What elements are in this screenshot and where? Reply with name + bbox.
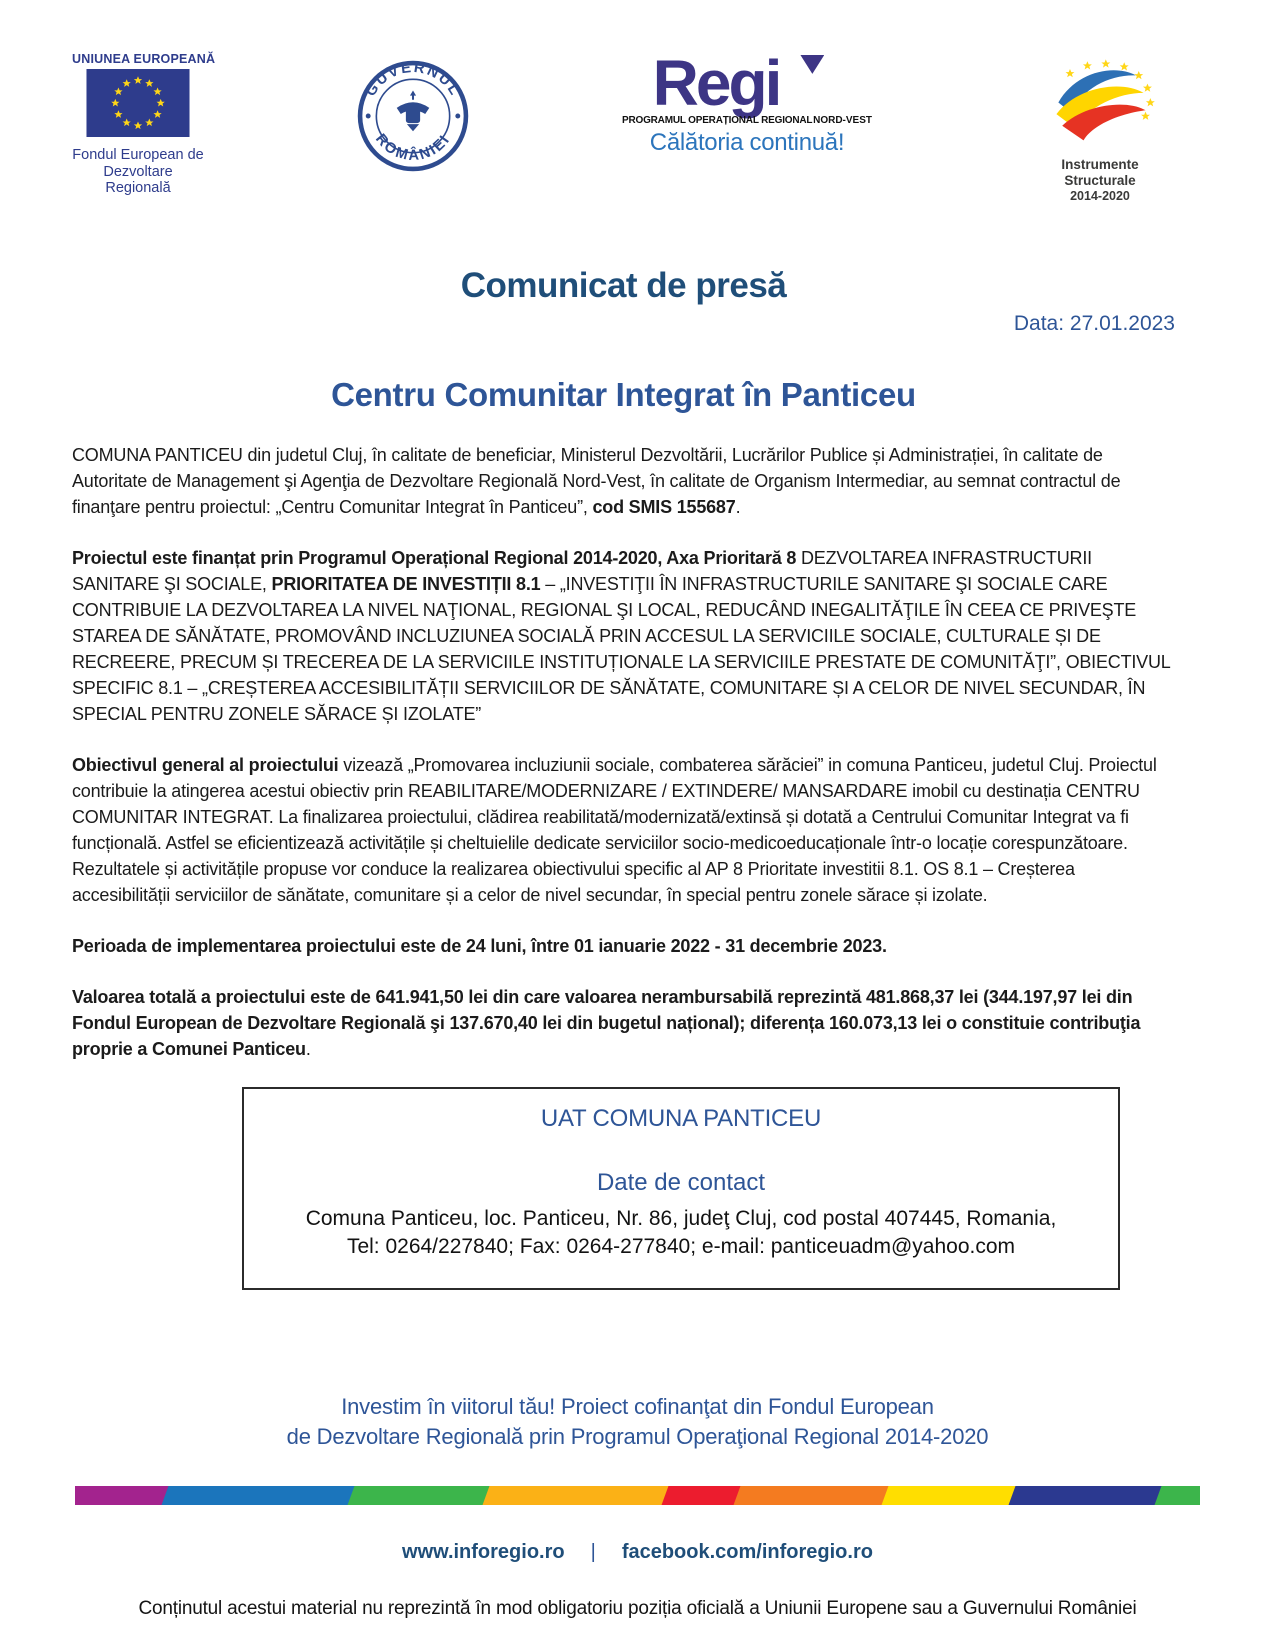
structural-instruments-label: Instrumente Structurale	[1061, 157, 1139, 189]
cofinance-line2: de Dezvoltare Regională prin Programul Operaţional Regional 2014-2020	[286, 1424, 989, 1449]
website-link[interactable]: www.inforegio.ro	[402, 1541, 565, 1563]
eu-flag-logo	[72, 52, 216, 197]
contact-heading: Date de contact	[596, 1169, 766, 1196]
date-line: Data: 27.01.2023	[1013, 312, 1175, 335]
contact-box	[242, 1087, 1120, 1290]
paragraph-period: Perioada de implementarea proiectului este de 24 luni, între 01 ianuarie 2022 - 31 decembrie 2023.	[72, 936, 887, 956]
structural-instruments-logo	[1025, 58, 1175, 203]
regio-logo	[622, 47, 872, 157]
footer-color-bar	[75, 1486, 1200, 1505]
structural-instruments-years: 2014-2020	[1070, 189, 1130, 204]
project-title: Centru Comunitar Integrat în Panticeu	[331, 376, 916, 413]
eu-union-label: UNIUNEA EUROPEANĂ	[72, 52, 216, 66]
paragraph-objective: Obiectivul general al proiectului vizează „Promovarea incluziunii sociale, combaterea sărăciei” in comuna Panticeu, judetul Cluj. Proiectul contribuie la atingerea acestui obiectiv prin REABILITARE/MODERNIZARE / EXTINDERE/ MANSARDARE imobil cu destinația CENTRU COMUNITAR INTEGRAT. La finalizarea proiectului, clădirea reabilitată/modernizată/extinsă și dotată a Centrului Comunitar Integrat va fi funcțională. Astfel se eficientizează activitățile și cheltuielile dedicate serviciilor socio-medicoeducaționale într-o locație corespunzătoare. Rezultatele și activitățile propuse vor conduce la realizarea obiectivului specific al AP 8 Prioritate investitii 8.1. OS 8.1 – Creșterea accesibilității serviciilor de sănătate, comunitare și a celor de nivel secundar, în special pentru zonele sărace și izolate.	[72, 755, 1157, 905]
regio-region-label: NORD-VEST	[813, 114, 872, 126]
regio-tagline: Călătoria continuă!	[649, 128, 845, 156]
facebook-link[interactable]: facebook.com/inforegio.ro	[621, 1541, 873, 1563]
cofinance-line1: Investim în viitorul tău! Proiect cofinanţat din Fondul European	[341, 1394, 934, 1419]
contact-org-name: UAT COMUNA PANTICEU	[540, 1105, 822, 1132]
government-seal-logo	[357, 60, 469, 177]
erdf-label: Fondul European de Dezvoltare Regională	[72, 147, 204, 197]
press-release-title: Comunicat de presă	[460, 266, 787, 305]
regio-wheel-icon	[783, 55, 841, 113]
svg-text:ROMÂNIEI: ROMÂNIEI	[371, 131, 454, 164]
structural-instruments-icon	[1036, 58, 1164, 150]
regio-notch-icon	[800, 55, 824, 74]
footer	[0, 1392, 1275, 1620]
cofinance-statement	[0, 1392, 1275, 1452]
eu-flag-icon	[86, 69, 190, 137]
body-copy	[72, 442, 1175, 1062]
regio-program-label: PROGRAMUL OPERAȚIONAL REGIONAL	[622, 114, 813, 126]
contact-phone-line: Tel: 0264/227840; Fax: 0264-277840; e-mail: panticeuadm@yahoo.com	[346, 1235, 1016, 1259]
regio-wordmark: Regi	[652, 47, 780, 119]
link-separator: |	[590, 1541, 596, 1563]
contact-address: Comuna Panticeu, loc. Panticeu, Nr. 86, judeţ Cluj, cod postal 407445, Romania,	[305, 1207, 1057, 1230]
paragraph-financing: Proiectul este finanțat prin Programul Operațional Regional 2014-2020, Axa Prioritară 8 DEZVOLTAREA INFRASTRUCTURII SANITARE ŞI SOCIALE, PRIORITATEA DE INVESTIȚII 8.1 – „INVESTIŢII ÎN INFRASTRUCTURILE SANITARE ŞI SOCIALE CARE CONTRIBUIE LA DEZVOLTAREA LA NIVEL NAŢIONAL, REGIONAL ŞI LOCAL, REDUCÂND INEGALITĂŢILE ÎN CEEA CE PRIVEŞTE STAREA DE SĂNĂTATE, PROMOVÂND INCLUZIUNEA SOCIALĂ PRIN ACCESUL LA SERVICIILE SOCIALE, CULTURALE ȘI DE RECREERE, PRECUM ȘI TRECEREA DE LA SERVICIILE INSTITUȚIONALE LA SERVICIILE PRESTATE DE COMUNITĂŢI”, OBIECTIVUL SPECIFIC 8.1 – „CREȘTEREA ACCESIBILITĂȚII SERVICIILOR DE SĂNĂTATE, COMUNITARE ȘI A CELOR DE NIVEL SECUNDAR, ÎN SPECIAL PENTRU ZONELE SĂRACE ȘI IZOLATE”	[72, 548, 1170, 724]
government-seal-icon	[357, 60, 469, 172]
svg-text:GUVERNUL: GUVERNUL	[362, 60, 464, 100]
paragraph-value: Valoarea totală a proiectului este de 641.941,50 lei din care valoarea nerambursabilă reprezintă 481.868,37 lei (344.197,97 lei din Fondul European de Dezvoltare Regională şi 137.670,40 lei din bugetul național); diferența 160.073,13 lei o constituie contribuţia proprie a Comunei Panticeu.	[72, 987, 1141, 1059]
header-logo-row	[72, 47, 1175, 210]
paragraph-intro: COMUNA PANTICEU din judetul Cluj, în calitate de beneficiar, Ministerul Dezvoltării, Lucrărilor Publice și Administrației, în calitate de Autoritate de Management şi Agenţia de Dezvoltare Regională Nord-Vest, în calitate de Organism Intermediar, au semnat contractul de finanţare pentru proiectul: „Centru Comunitar Integrat în Panticeu”, cod SMIS 155687.	[72, 445, 1121, 517]
disclaimer-text: Conținutul acestui material nu reprezintă în mod obligatoriu poziția oficială a Uniunii Europene sau a Guvernului României	[138, 1598, 1137, 1619]
